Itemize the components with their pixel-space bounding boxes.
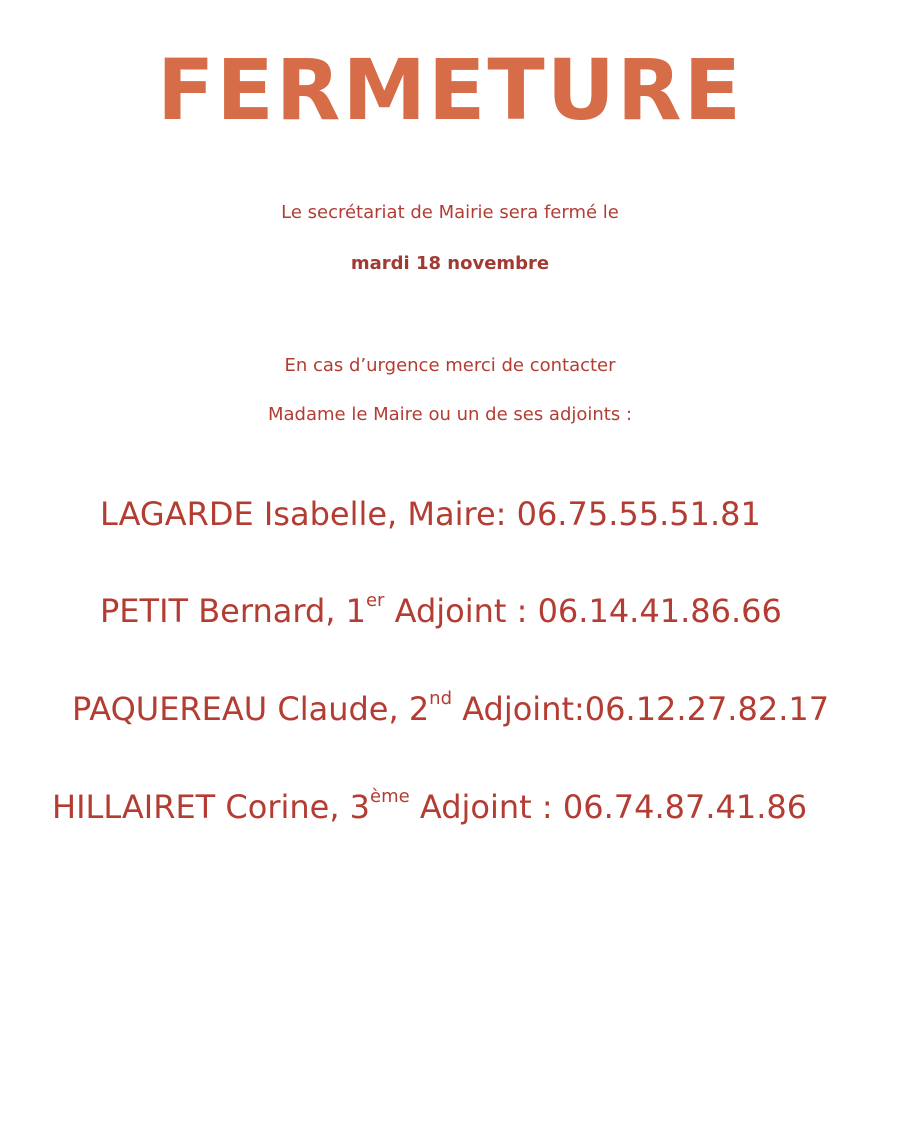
contact-adjoint-3: [52, 787, 807, 827]
contact-role: Adjoint :: [419, 788, 553, 826]
contact-name: LAGARDE Isabelle, Maire:: [100, 495, 507, 533]
closure-notice-text: Le secrétariat de Mairie sera fermé le: [281, 202, 619, 223]
contact-adjoint-2: [72, 689, 829, 729]
page-title: FERMETURE: [157, 41, 743, 139]
contact-rank: 2nd: [408, 688, 453, 728]
contact-phone: 06.12.27.82.17: [584, 690, 830, 728]
emergency-text-line-2: Madame le Maire ou un de ses adjoints :: [267, 404, 633, 425]
contact-role: Adjoint:: [462, 690, 585, 728]
closure-date: mardi 18 novembre: [350, 253, 550, 274]
contact-name: PETIT Bernard,: [100, 592, 336, 630]
emergency-text-line-1: En cas d’urgence merci de contacter: [284, 355, 616, 376]
contact-name: PAQUEREAU Claude,: [72, 690, 399, 728]
contact-maire: [100, 494, 761, 534]
contact-phone: 06.74.87.41.86: [562, 788, 808, 826]
contact-role: Adjoint :: [394, 592, 528, 630]
contact-rank: 3ème: [349, 786, 410, 826]
contact-adjoint-1: [100, 591, 782, 631]
contact-name: HILLAIRET Corine,: [52, 788, 340, 826]
contact-phone: 06.75.55.51.81: [516, 495, 761, 533]
contact-phone: 06.14.41.86.66: [537, 592, 782, 630]
contact-rank: 1er: [345, 590, 385, 630]
